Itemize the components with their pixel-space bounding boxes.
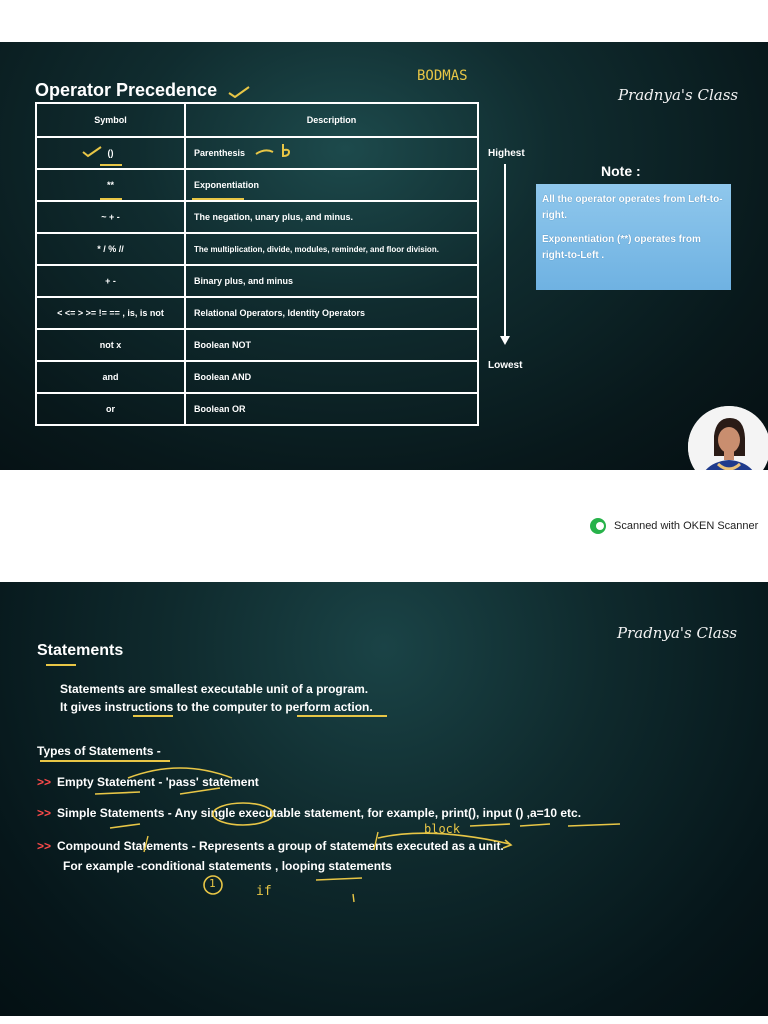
note-title: Note :	[601, 163, 641, 179]
statement-text: Compound Statements - Represents a group of statements executed as a unit.	[57, 839, 504, 853]
table-row	[36, 329, 478, 361]
chevron-bullet-icon: >>	[37, 806, 52, 820]
types-heading: Types of Statements -	[37, 744, 161, 758]
table-row	[36, 169, 478, 201]
presenter-avatar	[688, 406, 768, 470]
precedence-arrow	[504, 164, 506, 340]
table-cell-description: The multiplication, divide, modules, reminder, and floor division.	[185, 233, 478, 265]
table-cell-description: Boolean OR	[185, 393, 478, 425]
table-row	[36, 265, 478, 297]
table-cell-symbol: * / % //	[36, 233, 185, 265]
oken-logo-icon	[590, 518, 606, 534]
note-box	[536, 184, 731, 290]
intro-line: Statements are smallest executable unit of a program.	[60, 682, 369, 696]
highest-label: Highest	[488, 148, 525, 159]
table-cell-symbol: ~ + -	[36, 201, 185, 233]
block-annotation: block	[424, 822, 461, 836]
table-cell-symbol: or	[36, 393, 185, 425]
table-cell-symbol: not x	[36, 329, 185, 361]
chevron-bullet-icon: >>	[37, 775, 52, 789]
table-header-row	[36, 103, 478, 137]
table-row	[36, 297, 478, 329]
statement-text: Simple Statements - Any single executable statement, for example, print(), input () ,a=10 etc.	[57, 806, 582, 820]
underline-mark	[100, 164, 122, 166]
arrow-down-icon	[500, 336, 510, 345]
arrow-annotation-icon	[255, 142, 295, 160]
table-cell-symbol: + -	[36, 265, 185, 297]
underline-mark	[192, 198, 244, 200]
check-mark-icon	[228, 86, 250, 98]
table-cell-description: Binary plus, and minus	[185, 265, 478, 297]
table-cell-description: Exponentiation	[185, 169, 478, 201]
if-annotation: if	[256, 884, 272, 899]
brand-logo: Pradnya's Class	[618, 86, 739, 104]
table-row	[36, 361, 478, 393]
chevron-bullet-icon: >>	[37, 839, 52, 853]
table-cell-description: Parenthesis	[185, 137, 478, 169]
brand-logo: Pradnya's Class	[617, 624, 738, 642]
slide-title: Operator Precedence	[35, 80, 218, 100]
table-cell-symbol: **	[36, 169, 185, 201]
presenter-photo-icon	[688, 406, 768, 470]
lowest-label: Lowest	[488, 360, 523, 371]
statements-slide	[0, 582, 768, 1016]
table-header-description: Description	[185, 103, 478, 137]
note-line: All the operator operates from Left-to-right.	[542, 194, 723, 221]
table-row	[36, 233, 478, 265]
scanner-text: Scanned with OKEN Scanner	[614, 520, 759, 532]
table-cell-description: Boolean NOT	[185, 329, 478, 361]
table-header-symbol: Symbol	[36, 103, 185, 137]
intro-line: It gives instructions to the computer to perform action.	[60, 700, 373, 714]
handwriting-annotations	[0, 582, 768, 1016]
table-cell-symbol: < <= > >= != == , is, is not	[36, 297, 185, 329]
scanner-watermark	[590, 518, 758, 534]
underline-mark	[100, 198, 122, 200]
note-line: Exponentiation (**) operates from right-to-Left .	[542, 234, 701, 261]
table-cell-symbol: and	[36, 361, 185, 393]
check-mark-icon	[82, 146, 102, 158]
table-row	[36, 201, 478, 233]
table-cell-description: The negation, unary plus, and minus.	[185, 201, 478, 233]
one-annotation: 1	[209, 877, 216, 890]
slide-title: Statements	[37, 642, 124, 659]
operator-precedence-slide	[0, 42, 768, 470]
statement-text: Empty Statement - 'pass' statement	[57, 775, 259, 789]
table-cell-description: Boolean AND	[185, 361, 478, 393]
table-cell-description: Relational Operators, Identity Operators	[185, 297, 478, 329]
statement-example: For example -conditional statements , looping statements	[63, 859, 392, 873]
table-cell-symbol: ()	[36, 137, 185, 169]
table-row	[36, 393, 478, 425]
bodmas-annotation: BODMAS	[417, 68, 468, 84]
